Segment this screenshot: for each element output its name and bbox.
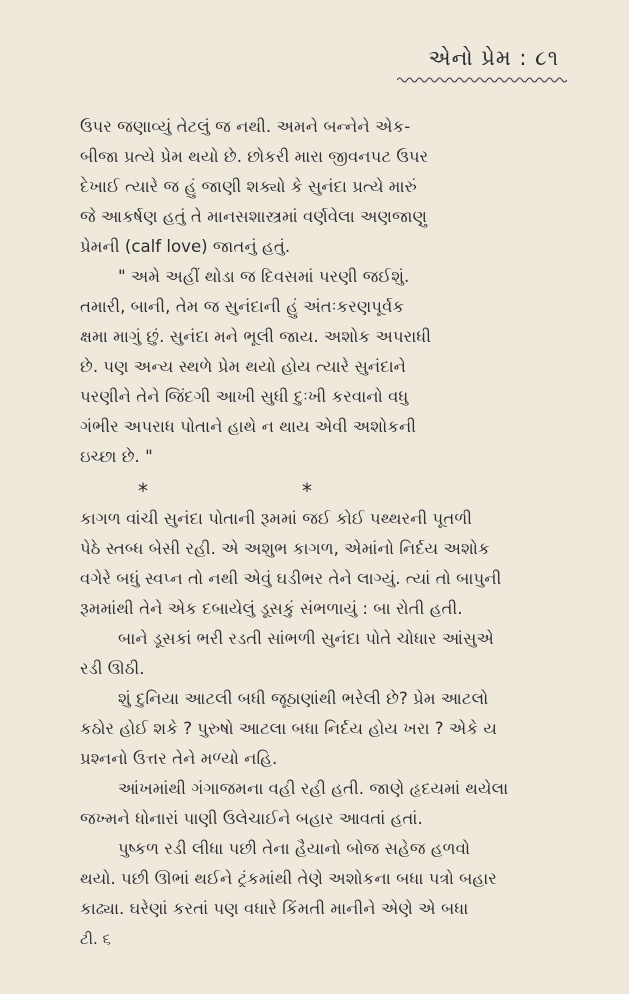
text-line: કઠોર હોઈ શકે ? પુરુષો આટલા બધા નિર્દય હોય ખરા ? એકે ય (80, 719, 497, 738)
title-underline-ornament (397, 76, 567, 84)
paragraph (80, 774, 562, 834)
paragraph (80, 504, 562, 624)
asterisk: * (302, 479, 312, 503)
running-title: એનો પ્રેમ : ૮૧ (428, 46, 559, 70)
text-line: ઇચ્છા છે. " (80, 447, 153, 466)
text-line: આંખમાંથી ગંગાજમના વહી રહી હતી. જાણે હૃદયમાં થયેલા (118, 779, 509, 798)
text-line: પેઠે સ્તબ્ધ બેસી રહી. એ અશુભ કાગળ, એમાંનો નિર્દય અશોક (80, 539, 490, 558)
text-line: રડી ઊઠી. (80, 659, 145, 678)
text-line: તમારી, બાની, તેમ જ સુનંદાની હું અંતઃકરણપૂર્વક (80, 297, 405, 316)
asterisk: * (138, 479, 148, 503)
text-line: પ્રશ્નનો ઉત્તર તેને મળ્યો નહિ. (80, 749, 278, 768)
text-line: ક્ષમા માગું છું. સુનંદા મને ભૂલી જાય. અશોક અપરાધી (80, 327, 431, 346)
section-separator (80, 472, 562, 504)
paragraph (80, 624, 562, 684)
text-line: થયો. પછી ઊભાં થઈને ટ્રંકમાંથી તેણે અશોકના બધા પત્રો બહાર (80, 869, 497, 888)
paragraph (80, 262, 562, 472)
text-line: ગંભીર અપરાધ પોતાને હાથે ન થાય એવી અશોકની (80, 417, 417, 436)
text-line: જખ્મને ધોનારાં પાણી ઉલેચાઈને બહાર આવતાં હતાં. (80, 809, 423, 828)
text-line: બીજા પ્રત્યે પ્રેમ થયો છે. છોકરી મારા જીવનપટ ઉપર (80, 147, 429, 166)
text-line: પ્રેમની (calf love) જાતનું હતું. (80, 237, 291, 256)
paragraph (80, 112, 562, 262)
text-line: કાગળ વાંચી સુનંદા પોતાની રૂમમાં જઈ કોઈ પથ્થરની પૂતળી (80, 509, 473, 528)
text-line: " અમે અહીં થોડા જ દિવસમાં પરણી જઈશું. (118, 267, 410, 286)
text-line: છે. પણ અન્ય સ્થળે પ્રેમ થયો હોય ત્યારે સુનંદાને (80, 357, 406, 376)
body-text (80, 112, 562, 924)
signature-mark: ટી. ૬ (80, 930, 111, 948)
paragraph (80, 684, 562, 774)
paragraph (80, 834, 562, 924)
text-line: વગેરે બધું સ્વપ્ન તો નથી એવું ઘડીભર તેને લાગ્યું. ત્યાં તો બાપુની (80, 569, 502, 588)
text-line: ઉપર જણાવ્યું તેટલું જ નથી. અમને બન્નેને એક- (80, 117, 411, 136)
text-line: રૂમમાંથી તેને એક દબાયેલું ડૂસકું સંભળાયું : બા રોતી હતી. (80, 599, 463, 618)
text-line: દેખાઈ ત્યારે જ હું જાણી શક્યો કે સુનંદા પ્રત્યે મારું (80, 177, 417, 196)
text-line: કાઢ્યા. ઘરેણાં કરતાં પણ વધારે કિંમતી માનીને એણે એ બધા (80, 899, 469, 918)
text-line: શું દુનિયા આટલી બધી જૂઠાણાંથી ભરેલી છે? પ્રેમ આટલો (118, 689, 489, 708)
text-line: પુષ્કળ રડી લીધા પછી તેના હૈયાનો બોજ સહેજ હળવો (118, 839, 471, 858)
text-line: જે આકર્ષણ હતું તે માનસશાસ્ત્રમાં વર્ણવેલા અણજાણુ (80, 207, 427, 226)
text-line: બાને ડૂસકાં ભરી રડતી સાંભળી સુનંદા પોતે ચોધાર આંસુએ (118, 629, 494, 648)
text-line: પરણીને તેને જિંદગી આખી સુધી દુઃખી કરવાનો વધુ (80, 387, 409, 406)
